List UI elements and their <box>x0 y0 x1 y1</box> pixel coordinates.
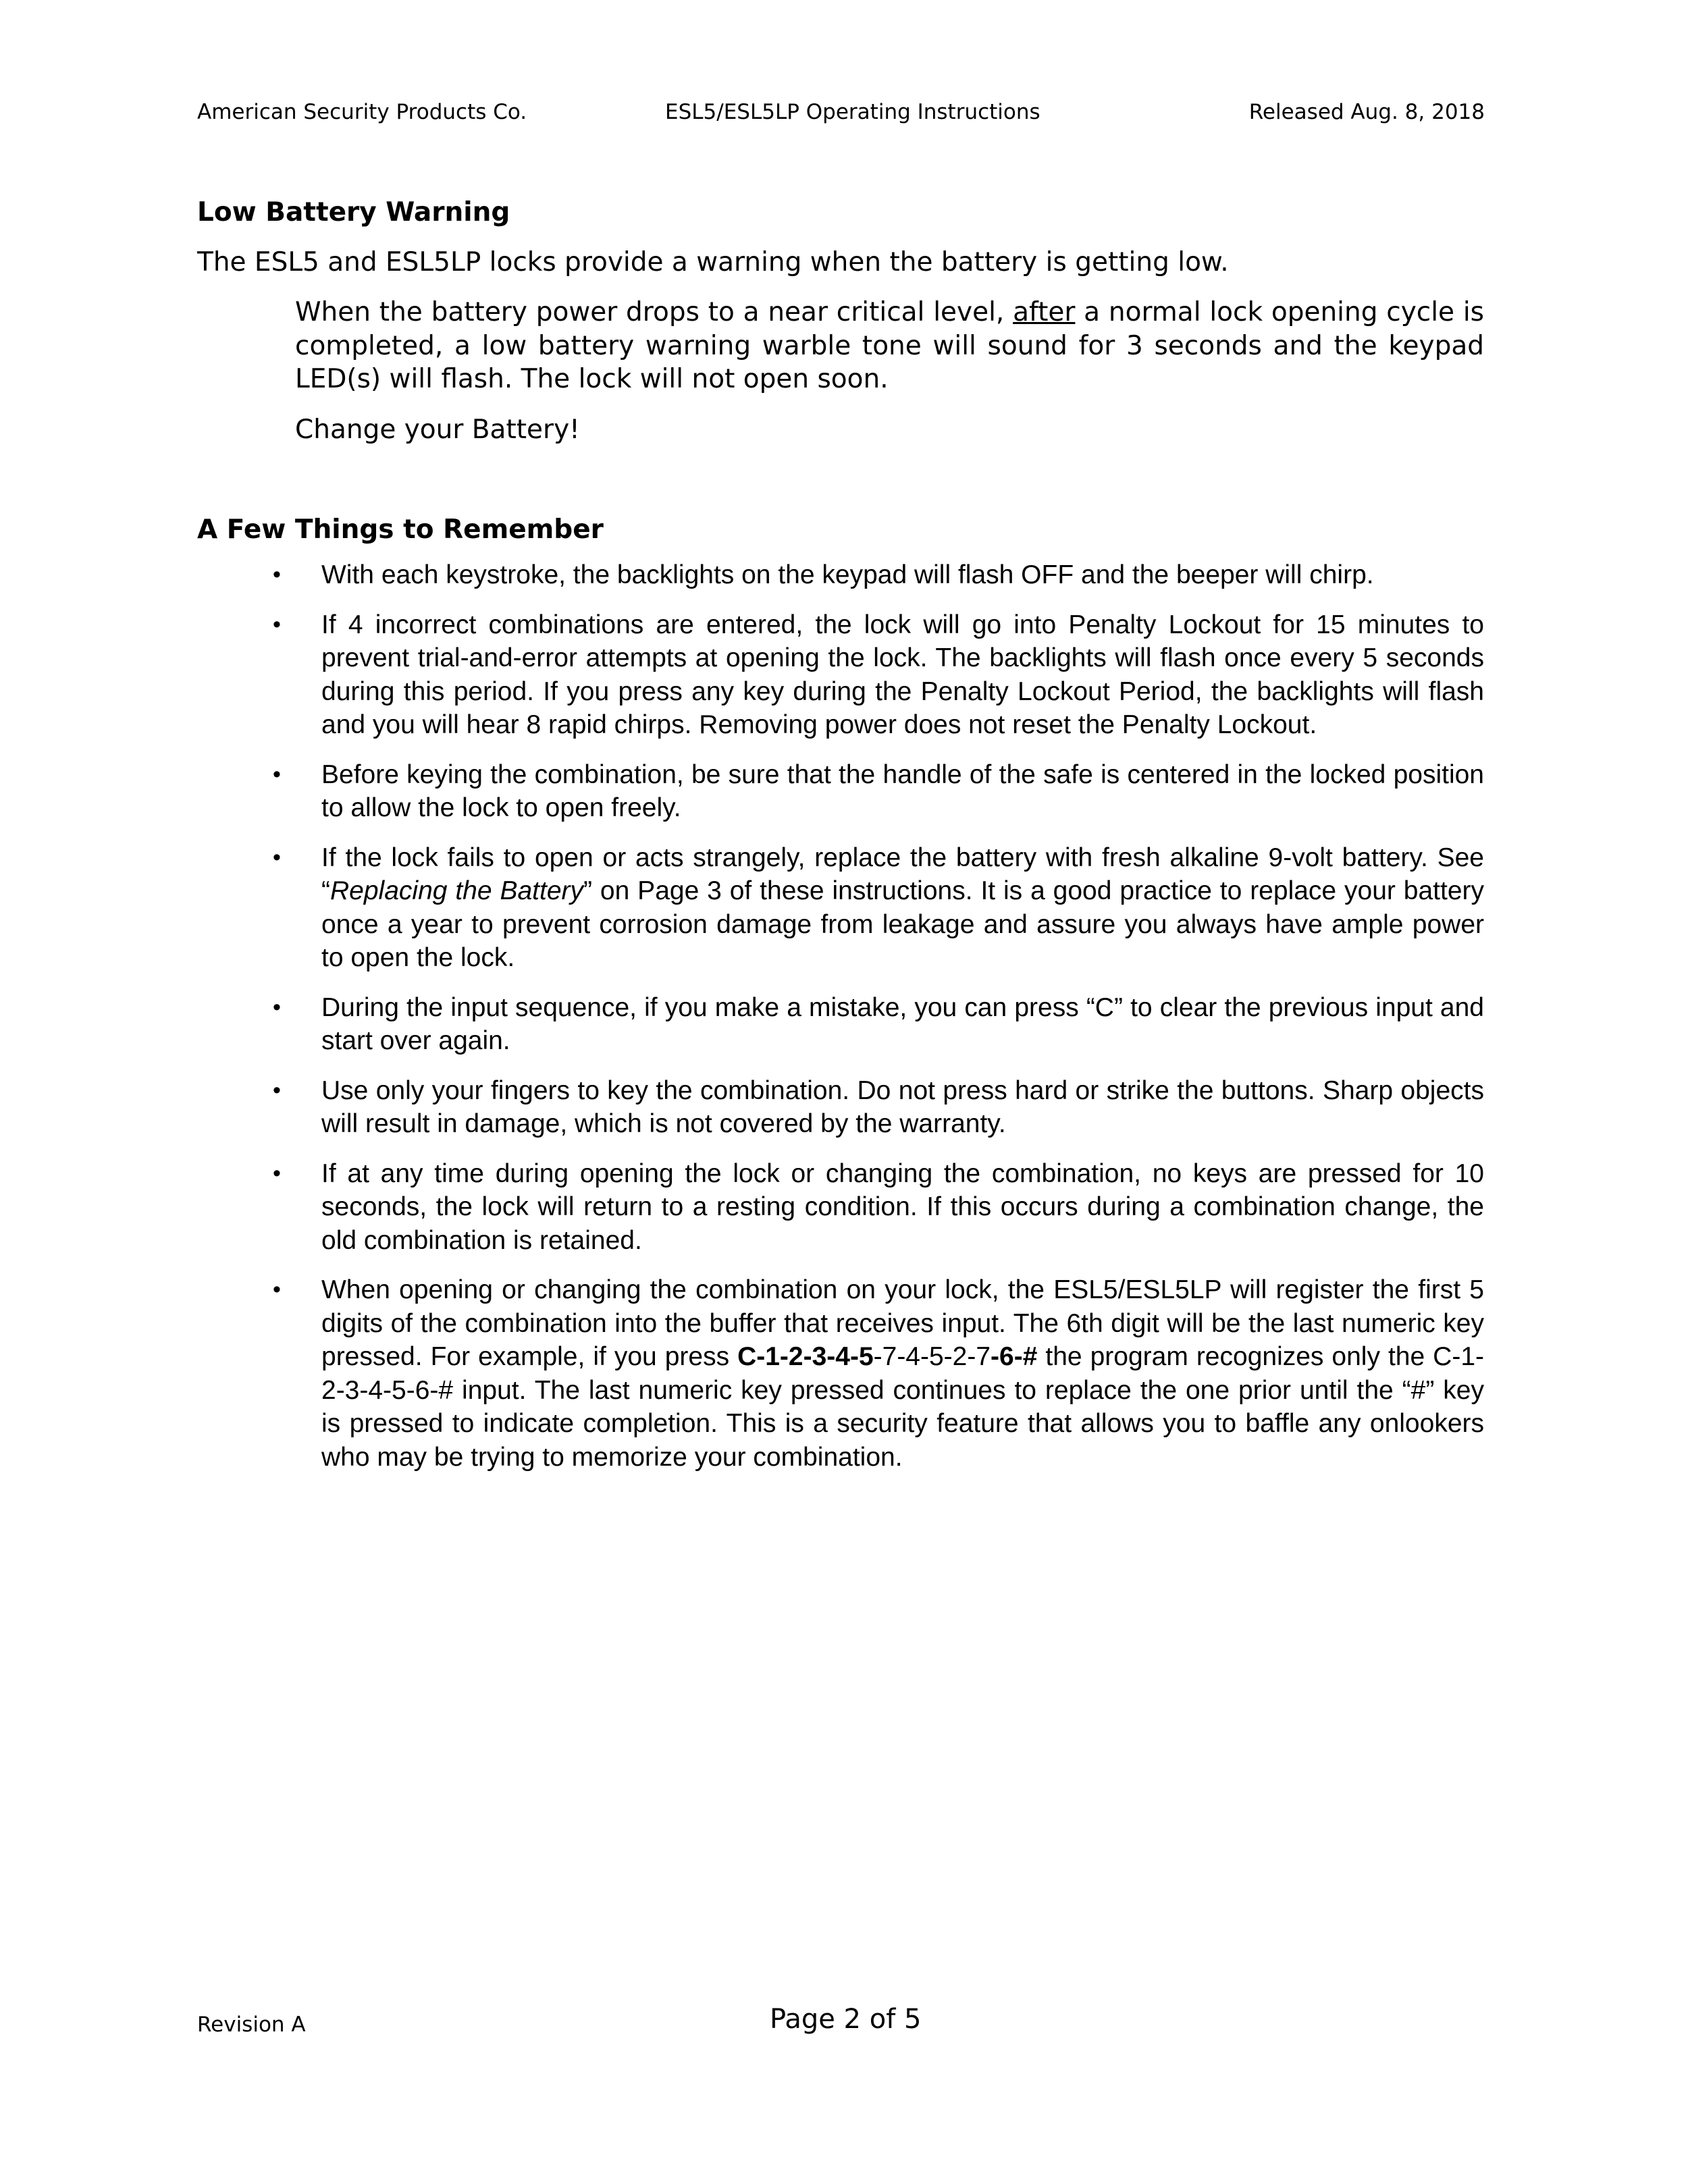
list-item <box>197 608 1484 742</box>
list-item-text: With each keystroke, the backlights on the keypad will flash OFF and the beeper will chirp. <box>321 560 1374 589</box>
combination-example-final: -6-# <box>991 1342 1038 1371</box>
list-item <box>197 1074 1484 1141</box>
underlined-after-word: after <box>1013 297 1076 327</box>
bullet-icon: • <box>273 611 281 637</box>
bullet-icon: • <box>273 844 281 870</box>
list-item <box>197 991 1484 1058</box>
low-battery-heading: Low Battery Warning <box>197 197 510 228</box>
combination-example-extra: -7-4-5-2-7 <box>873 1342 991 1371</box>
header-document-title: ESL5/ESL5LP Operating Instructions <box>665 100 1040 124</box>
bullet-icon: • <box>273 994 281 1020</box>
change-battery-text: Change your Battery! <box>295 415 580 445</box>
list-item-text: Use only your fingers to key the combination. Do not press hard or strike the buttons. Sharp objects will result in damage, which is not covered by the warranty. <box>321 1075 1484 1138</box>
list-item-text: the program recognizes only the C-1-2-3-4-5-6-# input. The last numeric key pressed continues to replace the one prior until the “#” key is pressed to indicate completion. This is a security feature that allows you to baffle any onlookers who may be trying to memorize your combination. <box>321 1342 1485 1472</box>
low-battery-intro: The ESL5 and ESL5LP locks provide a warning when the battery is getting low. <box>197 247 1229 277</box>
low-battery-description <box>295 296 1484 396</box>
bullet-icon: • <box>273 562 281 587</box>
list-item-text: Before keying the combination, be sure that the handle of the safe is centered in the locked position to allow the lock to open freely. <box>321 760 1484 822</box>
remember-list <box>197 558 1484 1490</box>
list-item <box>197 1273 1484 1474</box>
low-battery-paragraph <box>295 296 1484 396</box>
list-item <box>197 558 1484 592</box>
para-text-after: a normal lock opening cycle is completed, a low battery warning warble tone will sound for 3 seconds and the keypad LED(s) will flash. The lock will not open soon. <box>295 297 1485 394</box>
remember-heading: A Few Things to Remember <box>197 514 604 545</box>
list-item-text: ” on Page 3 of these instructions. It is a good practice to replace your battery once a year to prevent corrosion damage from leakage and assure you always have ample power to open the lock. <box>321 876 1484 972</box>
list-item <box>197 758 1484 825</box>
list-item-text: During the input sequence, if you make a mistake, you can press “C” to clear the previous input and start over again. <box>321 992 1484 1055</box>
list-item-text: When opening or changing the combination on your lock, the ESL5/ESL5LP will register the first 5 digits of the combination into the buffer that receives input. The 6th digit will be the last numeric key pressed. For example, if you press <box>321 1275 1484 1371</box>
footer-page-number: Page 2 of 5 <box>770 2004 922 2035</box>
header-company: American Security Products Co. <box>197 100 527 124</box>
list-item-text: If 4 incorrect combinations are entered, the lock will go into Penalty Lockout for 15 minutes to prevent trial-and-error attempts at opening the lock. The backlights will flash once every 5 seconds during this period. If you press any key during the Penalty Lockout Period, the backlights will flash and you will hear 8 rapid chirps. Removing power does not reset the Penalty Lockout. <box>321 610 1484 739</box>
bullet-icon: • <box>273 1077 281 1103</box>
list-item <box>197 841 1484 975</box>
combination-example-bold: C-1-2-3-4-5 <box>737 1342 874 1371</box>
replacing-battery-reference: Replacing the Battery <box>330 876 584 905</box>
list-item <box>197 1157 1484 1258</box>
header-release-date: Released Aug. 8, 2018 <box>1248 100 1485 124</box>
para-text-before: When the battery power drops to a near critical level, <box>295 297 1013 327</box>
footer-revision: Revision A <box>197 2013 306 2037</box>
change-battery-note <box>295 413 1484 447</box>
bullet-icon: • <box>273 1277 281 1302</box>
list-item-text: If at any time during opening the lock or changing the combination, no keys are pressed for 10 seconds, the lock will return to a resting condition. If this occurs during a combination change, the old combination is retained. <box>321 1158 1484 1255</box>
list-item-text: If the lock fails to open or acts strangely, replace the battery with fresh alkaline 9-volt battery. See “ <box>321 843 1484 905</box>
bullet-icon: • <box>273 1160 281 1186</box>
bullet-icon: • <box>273 761 281 787</box>
